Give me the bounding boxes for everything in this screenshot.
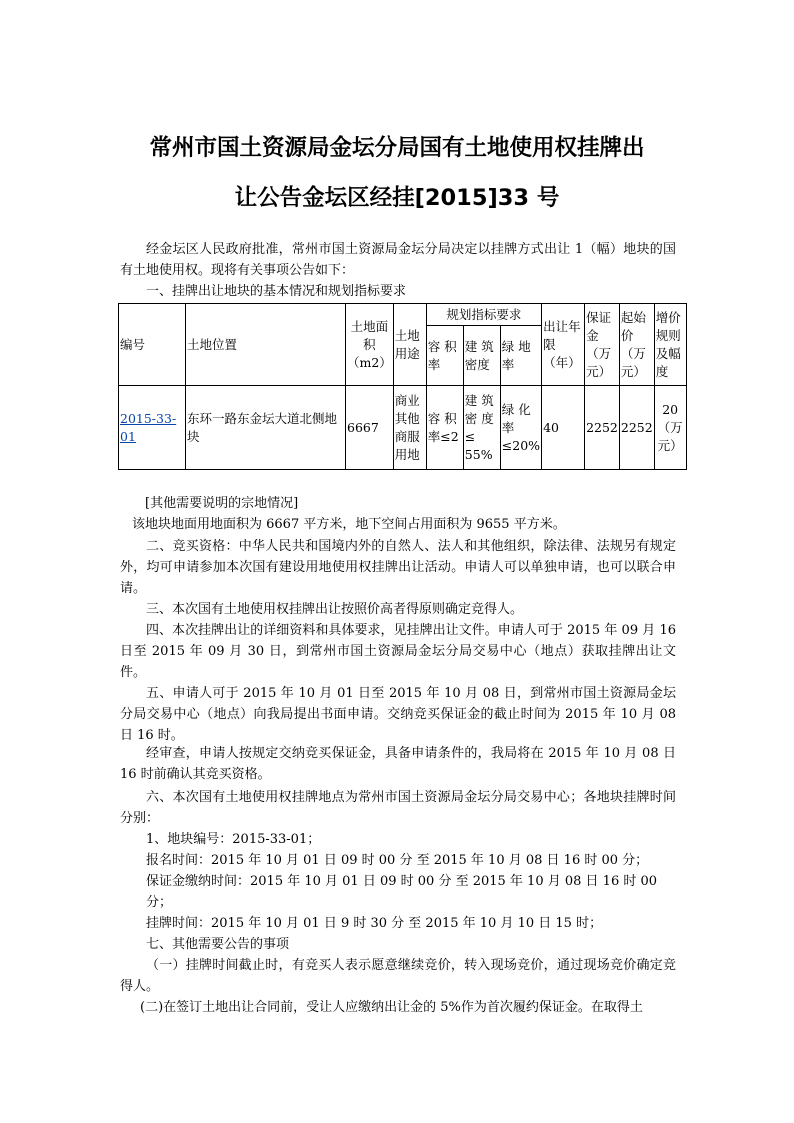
cell-density: 建 筑密 度≤ 55% (463, 386, 500, 470)
header-term: 出让年限（年） (542, 304, 585, 386)
cell-location: 东环一路东金坛大道北侧地块 (186, 386, 346, 470)
section-3: 三、本次国有土地使用权挂牌出让按照价高者得原则确定竞得人。 (146, 602, 524, 617)
listing-time: 挂牌时间：2015 年 10 月 01 日 9 时 30 分 至 2015 年 10 月 10 日 15 时； (146, 916, 603, 931)
intro-paragraph: 经金坛区人民政府批准，常州市国土资源局金坛分局决定以挂牌方式出让 1（幅）地块的国有土地使用权。现将有关事项公告如下： (120, 242, 676, 278)
deposit-time-line-1: 保证金缴纳时间：2015 年 10 月 01 日 09 时 00 分 至 2015 年 10 月 08 日 16 时 00 (146, 874, 658, 889)
header-area: 土地面积（m2） (346, 304, 394, 386)
deposit-time-line-2: 分； (146, 895, 173, 910)
lot-link[interactable]: 2015-33-01 (120, 410, 177, 444)
section-4: 四、本次挂牌出让的详细资料和具体要求，见挂牌出让文件。申请人可于 2015 年 09 月 16 日至 2015 年 09 月 30 日，到常州市国土资源局金坛分局交易中心（地点）获取挂牌出让文件。 (120, 623, 676, 680)
header-planning: 规划指标要求 (426, 304, 541, 326)
lot-number-line: 1、地块编号：2015-33-01； (146, 832, 321, 847)
cell-far: 容 积率≤2 (426, 386, 463, 470)
land-table (118, 303, 687, 470)
title-line-1: 常州市国土资源局金坛分局国有土地使用权挂牌出 (149, 135, 645, 161)
other-heading: [其他需要说明的宗地情况] (145, 496, 299, 511)
cell-use: 商业其他商服用地 (393, 386, 426, 470)
review-paragraph: 经审查，申请人按规定交纳竞买保证金，具备申请条件的，我局将在 2015 年 10 月 08 日 16 时前确认其竞买资格。 (120, 746, 676, 782)
header-id: 编号 (119, 304, 186, 386)
cell-area: 6667 (346, 386, 394, 470)
header-location: 土地位置 (186, 304, 346, 386)
section-2: 二、竞买资格：中华人民共和国境内外的自然人、法人和其他组织，除法律、法规另有规定外，均可申请参加本次国有建设用地使用权挂牌出让活动。申请人可以单独申请，也可以联合申请。 (120, 539, 676, 596)
cell-id[interactable] (119, 386, 186, 470)
item-1: （一）挂牌时间截止时，有竞买人表示愿意继续竞价，转入现场竞价，通过现场竞价确定竞得人。 (120, 958, 676, 994)
cell-increment: 20（万元） (654, 386, 686, 470)
header-deposit: 保证金（万元） (585, 304, 620, 386)
header-density: 建 筑密度 (463, 326, 500, 386)
section-1-heading: 一、挂牌出让地块的基本情况和规划指标要求 (146, 284, 407, 299)
cell-term: 40 (542, 386, 585, 470)
header-green: 绿 地率 (500, 326, 541, 386)
item-2: (二)在签订土地出让合同前，受让人应缴纳出让金的 5%作为首次履约保证金。在取得土 (140, 1000, 643, 1015)
section-6: 六、本次国有土地使用权挂牌地点为常州市国土资源局金坛分局交易中心；各地块挂牌时间分别： (120, 790, 676, 826)
cell-deposit: 2252 (585, 386, 620, 470)
table-row (119, 386, 687, 470)
header-far: 容 积率 (426, 326, 463, 386)
section-5: 五、申请人可于 2015 年 10 月 01 日至 2015 年 10 月 08 日，到常州市国土资源局金坛分局交易中心（地点）向我局提出书面申请。交纳竞买保证金的截止时间为 2015 年 10 月 08 日 16 时。 (120, 686, 676, 743)
cell-green: 绿 化率 ≤20% (500, 386, 541, 470)
cell-start-price: 2252 (619, 386, 654, 470)
section-7: 七、其他需要公告的事项 (146, 937, 290, 952)
header-start-price: 起始价（万元） (619, 304, 654, 386)
header-use: 土地用途 (393, 304, 426, 386)
other-text: 该地块地面用地面积为 6667 平方米，地下空间占用面积为 9655 平方米。 (132, 517, 566, 532)
title-line-2: 让公告金坛区经挂[2015]33 号 (234, 185, 560, 211)
signup-time: 报名时间：2015 年 10 月 01 日 09 时 00 分 至 2015 年 10 月 08 日 16 时 00 分； (146, 853, 649, 868)
header-increment: 增价规则及幅度 (654, 304, 686, 386)
